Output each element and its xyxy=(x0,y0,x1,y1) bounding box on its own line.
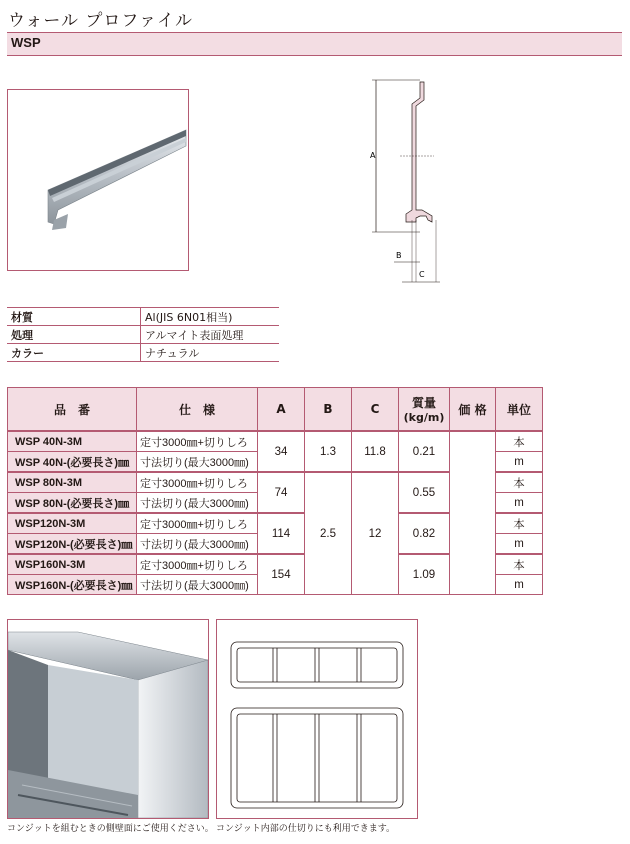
part-number: WSP120N-3M xyxy=(8,513,137,534)
col-header-b: B xyxy=(305,388,352,432)
table-row xyxy=(8,431,543,452)
unit-cell: 本 xyxy=(496,472,543,493)
unit-cell: m xyxy=(496,575,543,595)
conduit-section-diagram xyxy=(216,619,418,819)
col-header-unit: 単位 xyxy=(496,388,543,432)
product-code-bar xyxy=(7,32,622,56)
spec-row xyxy=(7,344,279,362)
profile-photo xyxy=(7,89,189,271)
mass-value: 0.21 xyxy=(399,431,450,472)
col-header-price: 価 格 xyxy=(450,388,496,432)
spec-value: ナチュラル xyxy=(141,344,280,362)
col-header-a: A xyxy=(258,388,305,432)
unit-cell: m xyxy=(496,452,543,473)
spec-cell: 定寸3000㎜+切りしろ xyxy=(137,431,258,452)
a-value: 74 xyxy=(258,472,305,513)
dimension-b-label: B xyxy=(396,251,402,260)
a-value: 154 xyxy=(258,554,305,595)
spec-label: カラー xyxy=(7,344,141,362)
a-value: 34 xyxy=(258,431,305,472)
a-value: 114 xyxy=(258,513,305,554)
part-number: WSP 80N-3M xyxy=(8,472,137,493)
spec-label: 処理 xyxy=(7,326,141,344)
spec-cell: 寸法切り(最大3000㎜) xyxy=(137,452,258,473)
caption-left: コンジットを組むときの側壁面にご使用ください。 xyxy=(7,824,214,834)
c-value: 12 xyxy=(352,472,399,595)
table-header-row xyxy=(8,388,543,432)
unit-cell: 本 xyxy=(496,513,543,534)
conduit-photo xyxy=(7,619,209,819)
spec-cell: 寸法切り(最大3000㎜) xyxy=(137,493,258,514)
part-number: WSP160N-3M xyxy=(8,554,137,575)
part-number: WSP160N-(必要長さ)㎜ xyxy=(8,575,137,595)
page-title: ウォール プロファイル xyxy=(8,11,194,31)
price-cell xyxy=(450,431,496,595)
unit-cell: 本 xyxy=(496,554,543,575)
part-number: WSP120N-(必要長さ)㎜ xyxy=(8,534,137,555)
spec-cell: 寸法切り(最大3000㎜) xyxy=(137,534,258,555)
b-value: 2.5 xyxy=(305,472,352,595)
part-number: WSP 40N-(必要長さ)㎜ xyxy=(8,452,137,473)
material-spec-table xyxy=(7,307,279,362)
col-header-spec: 仕 様 xyxy=(137,388,258,432)
spec-label: 材質 xyxy=(7,308,141,326)
mass-value: 1.09 xyxy=(399,554,450,595)
col-header-c: C xyxy=(352,388,399,432)
spec-cell: 定寸3000㎜+切りしろ xyxy=(137,472,258,493)
mass-value: 0.55 xyxy=(399,472,450,513)
unit-cell: 本 xyxy=(496,431,543,452)
spec-row xyxy=(7,308,279,326)
dimension-c-label: C xyxy=(419,270,425,279)
unit-cell: m xyxy=(496,493,543,514)
product-code: WSP xyxy=(11,35,41,50)
col-header-mass xyxy=(399,388,450,432)
spec-cell: 定寸3000㎜+切りしろ xyxy=(137,513,258,534)
c-value: 11.8 xyxy=(352,431,399,472)
dimension-a-label: A xyxy=(370,151,376,160)
spec-value: Al(JIS 6N01相当) xyxy=(141,308,280,326)
col-header-part-number: 品 番 xyxy=(8,388,137,432)
part-number: WSP 80N-(必要長さ)㎜ xyxy=(8,493,137,514)
cross-section-drawing xyxy=(360,70,470,290)
unit-cell: m xyxy=(496,534,543,555)
spec-row xyxy=(7,326,279,344)
spec-cell: 定寸3000㎜+切りしろ xyxy=(137,554,258,575)
spec-cell: 寸法切り(最大3000㎜) xyxy=(137,575,258,595)
spec-value: アルマイト表面処理 xyxy=(141,326,280,344)
mass-value: 0.82 xyxy=(399,513,450,554)
part-number: WSP 40N-3M xyxy=(8,431,137,452)
caption-right: コンジット内部の仕切りにも利用できます。 xyxy=(216,824,396,834)
mass-header-unit: (kg/m) xyxy=(403,411,445,424)
product-table xyxy=(7,387,543,595)
mass-header-label: 質量 xyxy=(411,396,436,410)
b-value: 1.3 xyxy=(305,431,352,472)
